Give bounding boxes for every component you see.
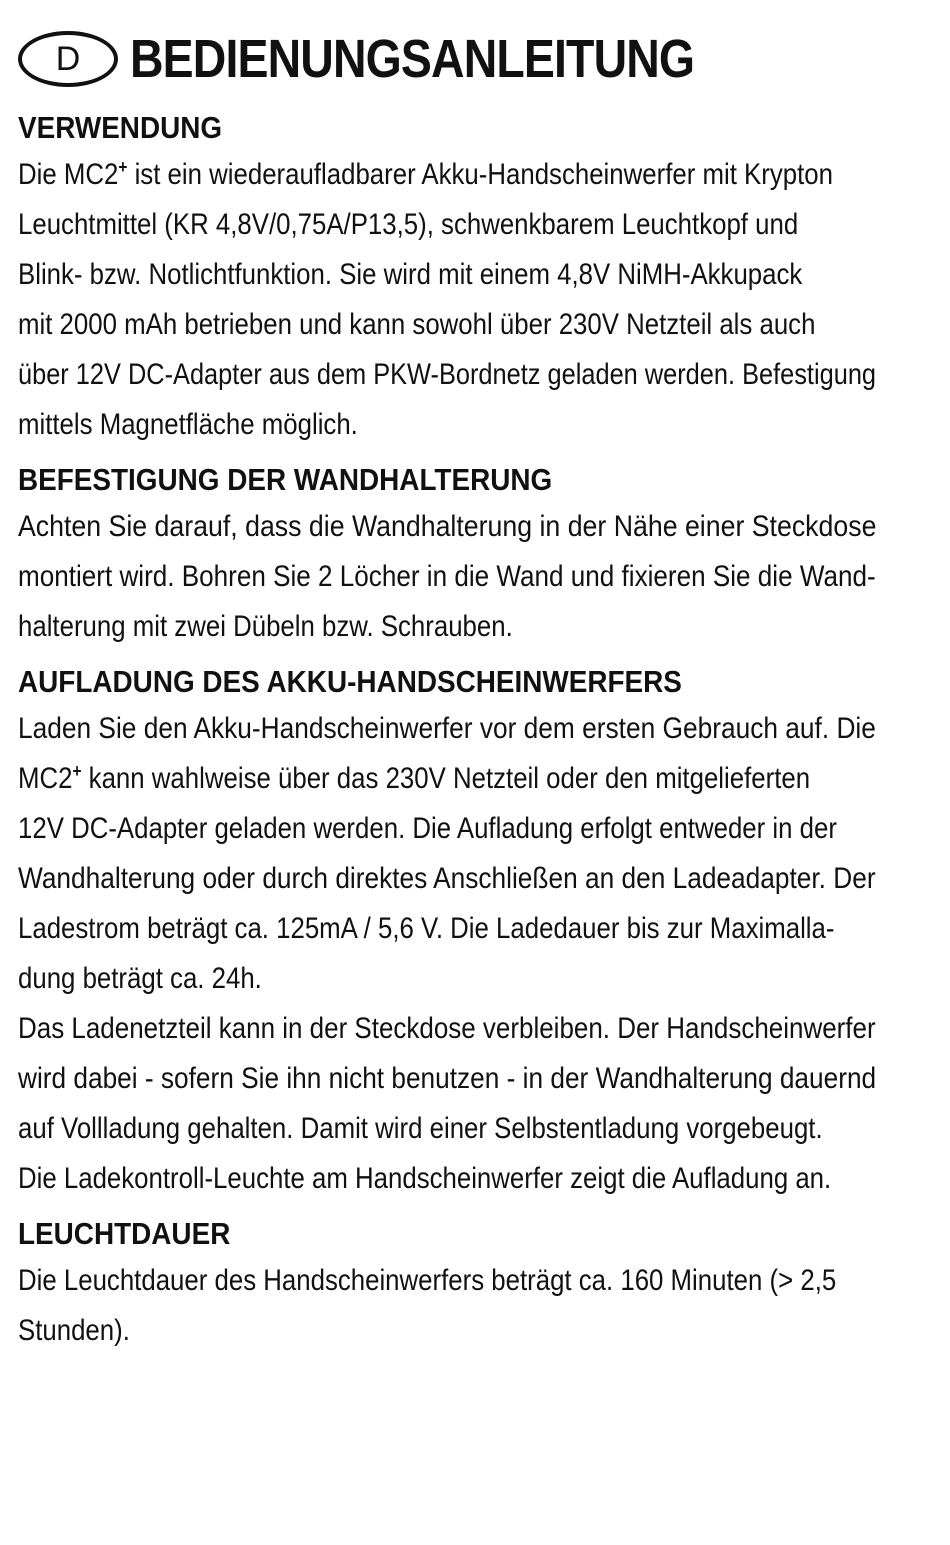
text-segment: auf Vollladung gehalten. Damit wird einer Selbstentladung vorgebeugt. [18, 1112, 823, 1145]
paragraph [18, 502, 876, 652]
text-line [18, 1306, 756, 1356]
document-title: BEDIENUNGSANLEITUNG [130, 29, 695, 89]
text-line [18, 1256, 837, 1306]
section-heading: AUFLADUNG DES AKKU-HANDSCHEINWERFERS [18, 664, 682, 699]
text-segment: mit 2000 mAh betrieben und kann sowohl über 230V Netzteil als auch [18, 308, 816, 341]
text-line [18, 602, 756, 652]
section-heading: BEFESTIGUNG DER WANDHALTERUNG [18, 462, 553, 497]
text-segment: mittels Magnetfläche möglich. [18, 408, 358, 441]
text-line [18, 200, 799, 250]
language-badge: D [18, 31, 118, 87]
text-segment: kann wahlweise über das 230V Netzteil oder den mitgelieferten [81, 762, 811, 795]
text-segment: Laden Sie den Akku-Handscheinwerfer vor dem ersten Gebrauch auf. Die [18, 712, 876, 745]
text-line [18, 754, 811, 804]
text-line [18, 400, 756, 450]
document-body [18, 106, 876, 1356]
section [18, 106, 876, 450]
text-segment: über 12V DC-Adapter aus dem PKW-Bordnetz geladen werden. Befestigung [18, 358, 877, 391]
text-segment: Die Leuchtdauer des Handscheinwerfers beträgt ca. 160 Minuten (> 2,5 [18, 1264, 837, 1297]
text-segment: wird dabei - sofern Sie ihn nicht benutzen - in der Wandhalterung dauernd [18, 1062, 877, 1095]
text-line [18, 1004, 876, 1054]
paragraph [18, 704, 876, 1004]
superscript-plus: + [72, 761, 82, 782]
text-line [18, 300, 816, 350]
text-segment: MC2 [18, 762, 73, 795]
text-segment: Die Ladekontroll-Leuchte am Handscheinwerfer zeigt die Aufladung an. [18, 1162, 832, 1195]
text-segment: Achten Sie darauf, dass die Wandhalterung in der Nähe einer Steckdose [18, 510, 877, 543]
text-line [18, 854, 876, 904]
text-segment: Blink- bzw. Notlichtfunktion. Sie wird mit einem 4,8V NiMH-Akkupack [18, 258, 803, 291]
text-segment: montiert wird. Bohren Sie 2 Löcher in die Wand und fixieren Sie die Wand- [18, 560, 876, 593]
text-line [18, 552, 876, 602]
text-segment: Stunden). [18, 1314, 130, 1347]
text-segment: ist ein wiederaufladbarer Akku-Handscheinwerfer mit Krypton [127, 158, 833, 191]
text-line [18, 1054, 877, 1104]
text-segment: dung beträgt ca. 24h. [18, 962, 262, 995]
text-line [18, 1154, 832, 1204]
section-heading: LEUCHTDAUER [18, 1216, 231, 1251]
text-segment: Leuchtmittel (KR 4,8V/0,75A/P13,5), schwenkbarem Leuchtkopf und [18, 208, 799, 241]
text-line [18, 804, 837, 854]
text-segment: Wandhalterung oder durch direktes Anschließen an den Ladeadapter. Der [18, 862, 876, 895]
text-line [18, 502, 877, 552]
text-line [18, 704, 876, 754]
section [18, 660, 876, 1204]
text-line [18, 150, 833, 200]
document-page [18, 18, 876, 1356]
text-segment: Das Ladenetzteil kann in der Steckdose verbleiben. Der Handscheinwerfer [18, 1012, 876, 1045]
section-heading: VERWENDUNG [18, 110, 223, 145]
text-line [18, 350, 877, 400]
superscript-plus: + [118, 157, 128, 178]
text-segment: Ladestrom beträgt ca. 125mA / 5,6 V. Die Ladedauer bis zur Maximalla- [18, 912, 835, 945]
text-segment: 12V DC-Adapter geladen werden. Die Aufladung erfolgt entweder in der [18, 812, 837, 845]
text-line [18, 250, 803, 300]
paragraph [18, 150, 876, 450]
text-line [18, 954, 756, 1004]
text-line [18, 1104, 823, 1154]
section [18, 458, 876, 652]
text-segment: Die MC2 [18, 158, 119, 191]
text-segment: halterung mit zwei Dübeln bzw. Schrauben. [18, 610, 513, 643]
paragraph [18, 1004, 876, 1204]
section [18, 1212, 876, 1356]
text-line [18, 904, 835, 954]
title-row [18, 18, 876, 100]
paragraph [18, 1256, 876, 1356]
